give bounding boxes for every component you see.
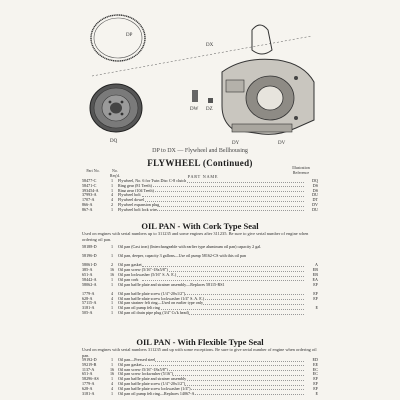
part-number: 505-A	[82, 309, 93, 315]
col-part-name: PART NAME	[187, 174, 219, 179]
part-name-text: Oil pan baffle plate screw lockwasher (1/4")	[118, 385, 191, 391]
part-number: 1779-A	[82, 290, 95, 296]
part-name	[118, 311, 306, 316]
quantity: 1	[110, 305, 114, 311]
part-number: 3181-A	[82, 390, 95, 396]
part-name-text: Oil pan gasket	[118, 262, 142, 268]
illustration-reference: DV	[312, 201, 318, 207]
quantity: 16	[109, 271, 115, 277]
quantity: 16	[109, 366, 115, 372]
label-dy: DY	[232, 141, 240, 146]
oil-pan-cork-parts-table	[82, 245, 318, 316]
illustration-reference: DU	[312, 192, 318, 198]
part-number: 866-A	[82, 201, 93, 207]
col-part-no: Part No.	[86, 168, 100, 173]
part-name-text: Oil pan oil pump felt ring	[118, 305, 160, 311]
flywheel-bellhousing-illustration	[82, 6, 318, 148]
quantity: 1	[110, 376, 114, 382]
quantity: 4	[110, 192, 114, 198]
part-name-text: Flywheel, No. 6 for Twin Disc C-8 clutch	[118, 178, 187, 183]
illustration-reference: DU	[312, 206, 318, 212]
table-row	[82, 208, 318, 213]
quantity: 4	[110, 385, 114, 391]
part-number: 58061-D	[82, 262, 97, 268]
quantity: 4	[110, 295, 114, 301]
part-name	[118, 283, 306, 288]
label-dx: DX	[206, 43, 214, 48]
part-number: 58188-D	[82, 244, 97, 249]
illustration-reference: EC	[312, 371, 318, 377]
part-number: 58442-A	[82, 276, 97, 282]
flywheel-parts-table	[82, 179, 318, 213]
part-number: 393454-A	[82, 187, 99, 193]
part-number: 37993-A	[82, 192, 97, 198]
illustration-reference: EF	[313, 376, 318, 382]
part-name-text: Oil pan screw lockwasher (5/16")	[118, 371, 174, 377]
quantity: 1	[110, 244, 114, 249]
illustration-reference: EE	[312, 361, 318, 367]
quantity: 1	[110, 390, 114, 396]
part-name-text: Oil pan baffle plate screw (1/4"-20x1/2")	[118, 380, 186, 386]
oil-pan-cork-intro: Used on engines with serial numbers up to 311235 and some engines after 311235. Be sure to give serial number of engine when ordering oil pan.	[82, 231, 309, 242]
part-number: 58296-AS	[82, 376, 99, 382]
quantity: 1	[110, 276, 114, 282]
quantity: 1	[110, 182, 114, 188]
part-name-text: Oil pan gasket	[118, 361, 142, 367]
quantity: 4	[110, 380, 114, 386]
illustration-reference: DS	[312, 187, 318, 193]
illustration-reference: EA	[312, 276, 318, 282]
part-name-text: Oil pan oil pump felt ring—Replaces 14067-A	[118, 390, 195, 396]
label-dp: DP	[126, 33, 133, 38]
quantity: 1	[110, 309, 114, 315]
part-name	[118, 392, 306, 397]
part-number: 58471-C	[82, 182, 97, 188]
quantity: 1	[110, 187, 114, 193]
label-dw: DW	[190, 107, 199, 112]
oil-pan-flex-intro: Used on engines with serial numbers 311235 and up with some exceptions. Be sure to give serial number of engine when ordering oil pan.	[82, 347, 317, 358]
part-name-text: Oil pan—Pressed steel	[118, 357, 156, 362]
illustration-reference: EF	[313, 281, 318, 287]
part-name-text: Ring gear (81 Teeth)	[118, 182, 152, 188]
part-number: 628-A	[82, 385, 93, 391]
part-number: 3181-A	[82, 305, 95, 311]
quantity: 1	[110, 253, 114, 259]
quantity: 16	[109, 371, 115, 377]
illustration-reference: ED	[312, 357, 318, 362]
part-number: 651-A	[82, 271, 93, 277]
illustration-reference: DQ	[312, 178, 318, 183]
figure-caption: DP to DX — Flywheel and Bellhousing	[152, 148, 248, 154]
part-name-text: Oil pan cork	[118, 276, 139, 282]
illustration-reference: EF	[313, 385, 318, 391]
quantity: 4	[110, 197, 114, 203]
part-name-text: Oil pan, deeper, capacity 3 gallons—Use oil pump 58162-CS with this oil pan	[118, 253, 246, 259]
illustration-reference: DS	[312, 182, 318, 188]
flywheel-heading: FLYWHEEL (Continued)	[147, 158, 253, 168]
quantity: 1	[110, 300, 114, 306]
illustration-reference: EF	[313, 380, 318, 386]
illustration-reference: E	[315, 390, 318, 396]
oil-pan-flex-parts-table	[82, 358, 318, 396]
part-name-text: Ring gear (104 Teeth)	[118, 187, 154, 193]
part-number: 1137-A	[82, 366, 95, 372]
table-row	[82, 311, 318, 316]
part-number: 867-A	[82, 206, 93, 212]
quantity: 1	[110, 281, 114, 287]
part-name-text: Oil pan strainer felt ring—Used on earlier type only	[118, 300, 204, 306]
part-name-text: Oil pan oil drain pipe plug (3/4" Cs'k head)	[118, 309, 189, 315]
quantity: 16	[109, 267, 115, 273]
part-name-text: Oil pan screw (5/16"-18x5/8")	[118, 267, 168, 273]
part-number: 385-A	[82, 267, 93, 273]
col-no-reqd: No. Req'd.	[109, 168, 121, 178]
quantity: 4	[110, 290, 114, 296]
part-name-text: Oil pan baffle plate and strainer assembly—Replaces 58115-RS1	[118, 281, 225, 287]
illustration-reference: DT	[312, 197, 318, 203]
part-name	[118, 254, 306, 259]
part-name-text: Oil pan baffle plate screw (1/4"-20x1/2")	[118, 290, 186, 296]
illustration-reference: A	[315, 262, 318, 268]
illustration-reference: EF	[313, 290, 318, 296]
label-dq: DQ	[110, 139, 118, 144]
part-name-text: Flywheel dowel	[118, 197, 145, 203]
oil-pan-cork-heading: OIL PAN - With Cork Type Seal	[141, 221, 259, 231]
part-name-text: Flywheel bolt lock wire	[118, 206, 157, 212]
quantity: 1	[110, 178, 114, 183]
oil-pan-flex-heading: OIL PAN - With Flexible Type Seal	[136, 337, 264, 347]
part-number: 58196-D	[82, 253, 97, 259]
part-number: 59219-B	[82, 361, 97, 367]
part-name	[118, 208, 306, 213]
part-name-text: Oil pan baffle plate and strainer assembly	[118, 376, 187, 382]
quantity: 1	[110, 206, 114, 212]
part-number: 651-A	[82, 371, 93, 377]
label-dz: DZ	[206, 107, 213, 112]
part-number: 58062-A	[82, 281, 97, 287]
illustration-reference: E	[315, 305, 318, 311]
part-number: 1779-A	[82, 380, 95, 386]
part-name-text: Oil pan lockwasher (5/16" S. A. E.)	[118, 271, 177, 277]
part-name-text: Oil pan screw (5/16"-18x5/8")	[118, 366, 168, 372]
illustration-reference: EF	[313, 295, 318, 301]
part-number: 1707-A	[82, 197, 95, 203]
part-number: 59192-D	[82, 357, 97, 362]
part-name-text: Flywheel expansion plug	[118, 201, 160, 207]
illustration-reference: EC	[312, 366, 318, 372]
illustration-reference: EB	[312, 267, 318, 273]
part-number: 57115-A	[82, 300, 97, 306]
part-number: 58477-C	[82, 178, 97, 183]
part-name-text: Oil pan baffle plate screw lockwasher (1/4" S. A. E.)	[118, 295, 205, 301]
illustration-reference: EB	[312, 271, 318, 277]
quantity: 2	[110, 201, 114, 207]
label-dv: DV	[278, 141, 286, 146]
quantity: 1	[110, 361, 114, 367]
part-name-text: Flywheel bolt	[118, 192, 141, 198]
col-illustration-ref: Illustration Reference	[292, 165, 310, 175]
part-name	[118, 245, 306, 250]
part-name-text: Oil pan (Cast iron) (Interchangeable with earlier type aluminum oil pan) capacity 2 gal.	[118, 244, 262, 249]
quantity: 2	[110, 262, 114, 268]
part-number: 628-A	[82, 295, 93, 301]
quantity: 1	[110, 357, 114, 362]
table-row	[82, 392, 318, 397]
